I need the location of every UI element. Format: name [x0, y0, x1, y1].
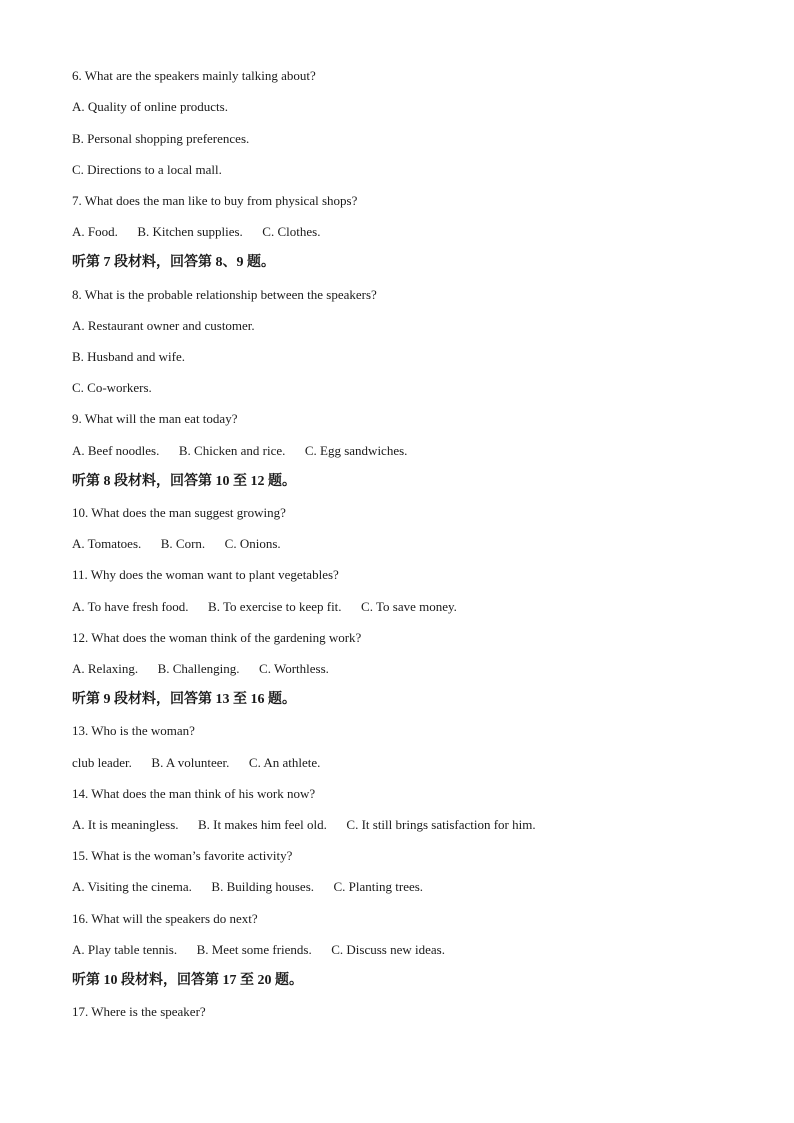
answer-option: A. Restaurant owner and customer. — [72, 318, 255, 333]
question-text: 10. What does the man suggest growing? — [72, 505, 286, 520]
question-text: 13. Who is the woman? — [72, 723, 195, 738]
answer-option: A. It is meaningless. B. It makes him feel old. C. It still brings satisfaction for him. — [72, 817, 536, 832]
answer-option: A. Visiting the cinema. B. Building houses. C. Planting trees. — [72, 879, 424, 894]
section-heading: 听第 8 段材料，回答第 10 至 12 题。 — [72, 474, 296, 489]
question-text: 17. Where is the speaker? — [72, 1004, 206, 1019]
answer-option: C. Co-workers. — [72, 380, 152, 395]
answer-option: C. Directions to a local mall. — [72, 162, 222, 177]
question-text: 16. What will the speakers do next? — [72, 911, 258, 926]
answer-option: A. Relaxing. B. Challenging. C. Worthless. — [72, 661, 329, 676]
question-text: 11. Why does the woman want to plant vegetables? — [72, 567, 339, 582]
answer-option: A. Tomatoes. B. Corn. C. Onions. — [72, 536, 281, 551]
answer-option: A. Food. B. Kitchen supplies. C. Clothes. — [72, 224, 321, 239]
answer-option: A. To have fresh food. B. To exercise to keep fit. C. To save money. — [72, 599, 457, 614]
section-heading: 听第 9 段材料，回答第 13 至 16 题。 — [72, 692, 296, 707]
question-text: 6. What are the speakers mainly talking about? — [72, 68, 316, 83]
answer-option: A. Play table tennis. B. Meet some friends. C. Discuss new ideas. — [72, 942, 445, 957]
answer-option: club leader. B. A volunteer. C. An athlete. — [72, 755, 321, 770]
question-text: 7. What does the man like to buy from physical shops? — [72, 193, 358, 208]
answer-option: B. Personal shopping preferences. — [72, 131, 250, 146]
question-text: 9. What will the man eat today? — [72, 411, 238, 426]
answer-option: B. Husband and wife. — [72, 349, 186, 364]
answer-option: A. Beef noodles. B. Chicken and rice. C. Egg sandwiches. — [72, 443, 408, 458]
question-text: 14. What does the man think of his work now? — [72, 786, 316, 801]
section-heading: 听第 7 段材料，回答第 8、9 题。 — [72, 255, 275, 270]
question-text: 8. What is the probable relationship between the speakers? — [72, 287, 377, 302]
section-heading: 听第 10 段材料，回答第 17 至 20 题。 — [72, 973, 303, 988]
question-text: 12. What does the woman think of the gardening work? — [72, 630, 362, 645]
answer-option: A. Quality of online products. — [72, 99, 228, 114]
question-text: 15. What is the woman’s favorite activity? — [72, 848, 293, 863]
